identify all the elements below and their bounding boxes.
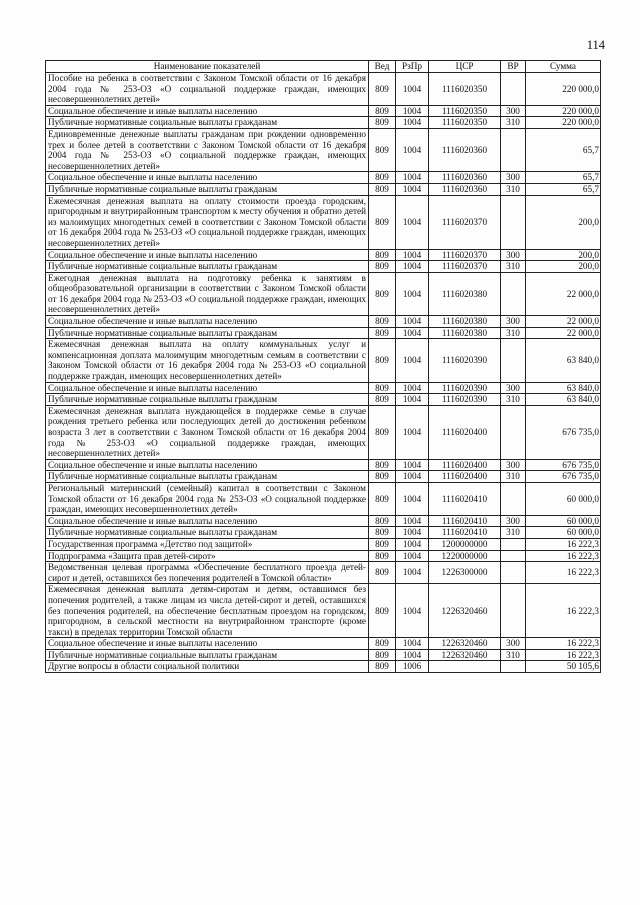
cell-vr: 300 <box>501 316 526 328</box>
cell-name: Ежемесячная денежная выплата нуждающейся в поддержке семье в случае рождения третьего ребенка или последующих детей до достижения ребенком возраста 3 лет в соответствии с Законом Томской области от 16 декабря 2004 года № 253-ОЗ «О социальной поддержке граждан, имеющих несовершеннолетних детей» <box>46 405 369 459</box>
cell-csr: 1116020370 <box>429 249 501 261</box>
cell-csr: 1116020360 <box>429 128 501 171</box>
cell-ved: 809 <box>369 649 396 661</box>
cell-ved: 809 <box>369 327 396 339</box>
table-row <box>46 527 601 539</box>
cell-vr: 310 <box>501 649 526 661</box>
cell-ved: 809 <box>369 527 396 539</box>
table-row <box>46 584 601 638</box>
table-row <box>46 649 601 661</box>
cell-rzpr: 1004 <box>396 471 429 483</box>
header-name: Наименование показателей <box>46 61 369 73</box>
cell-rzpr: 1004 <box>396 459 429 471</box>
cell-vr <box>501 128 526 171</box>
cell-rzpr: 1004 <box>396 172 429 184</box>
cell-ved: 809 <box>369 73 396 106</box>
cell-rzpr: 1004 <box>396 261 429 273</box>
table-row <box>46 382 601 394</box>
table-row <box>46 172 601 184</box>
cell-ved: 809 <box>369 382 396 394</box>
cell-name: Публичные нормативные социальные выплаты гражданам <box>46 261 369 273</box>
cell-csr: 1116020360 <box>429 183 501 195</box>
cell-name: Публичные нормативные социальные выплаты гражданам <box>46 117 369 129</box>
cell-sum: 676 735,0 <box>526 405 601 459</box>
cell-vr <box>501 272 526 315</box>
page-number: 114 <box>586 38 605 52</box>
cell-vr <box>501 550 526 562</box>
cell-sum: 676 735,0 <box>526 459 601 471</box>
cell-rzpr: 1004 <box>396 272 429 315</box>
header-ved: Вед <box>369 61 396 73</box>
cell-sum: 16 222,3 <box>526 562 601 584</box>
cell-csr: 1116020380 <box>429 327 501 339</box>
cell-name: Социальное обеспечение и иные выплаты населению <box>46 459 369 471</box>
cell-ved: 809 <box>369 272 396 315</box>
table-row <box>46 562 601 584</box>
cell-csr: 1226320460 <box>429 638 501 650</box>
cell-csr: 1226320460 <box>429 649 501 661</box>
header-csr: ЦСР <box>429 61 501 73</box>
cell-rzpr: 1004 <box>396 128 429 171</box>
cell-vr: 310 <box>501 327 526 339</box>
cell-vr <box>501 405 526 459</box>
cell-sum: 50 105,6 <box>526 661 601 673</box>
cell-ved: 809 <box>369 249 396 261</box>
cell-sum: 16 222,3 <box>526 538 601 550</box>
cell-csr: 1116020390 <box>429 339 501 382</box>
cell-name: Единовременные денежные выплаты гражданам при рождении одновременно трех и более детей в соответствии с Законом Томской области от 16 декабря 2004 года № 253-ОЗ «О социальной поддержке граждан, имеющих несовершеннолетних детей» <box>46 128 369 171</box>
cell-ved: 809 <box>369 183 396 195</box>
cell-rzpr: 1004 <box>396 327 429 339</box>
cell-rzpr: 1004 <box>396 339 429 382</box>
cell-csr: 1116020380 <box>429 272 501 315</box>
table-row <box>46 339 601 382</box>
cell-rzpr: 1004 <box>396 195 429 249</box>
cell-vr <box>501 538 526 550</box>
cell-name: Другие вопросы в области социальной политики <box>46 661 369 673</box>
budget-table <box>45 60 601 673</box>
cell-sum: 16 222,3 <box>526 638 601 650</box>
cell-name: Социальное обеспечение и иные выплаты населению <box>46 105 369 117</box>
cell-ved: 809 <box>369 459 396 471</box>
table-row <box>46 538 601 550</box>
cell-rzpr: 1004 <box>396 117 429 129</box>
cell-csr: 1116020370 <box>429 195 501 249</box>
cell-rzpr: 1004 <box>396 183 429 195</box>
cell-vr: 310 <box>501 261 526 273</box>
cell-name: Ведомственная целевая программа «Обеспечение бесплатного проезда детей-сирот и детей, оставшихся без попечения родителей в Томской области» <box>46 562 369 584</box>
cell-ved: 809 <box>369 105 396 117</box>
table-row <box>46 394 601 406</box>
table-row <box>46 117 601 129</box>
cell-rzpr: 1004 <box>396 105 429 117</box>
cell-ved: 809 <box>369 562 396 584</box>
cell-csr: 1116020410 <box>429 527 501 539</box>
cell-rzpr: 1006 <box>396 661 429 673</box>
cell-sum: 60 000,0 <box>526 527 601 539</box>
cell-name: Подпрограмма «Защита прав детей-сирот» <box>46 550 369 562</box>
cell-ved: 809 <box>369 128 396 171</box>
cell-ved: 809 <box>369 471 396 483</box>
cell-name: Социальное обеспечение и иные выплаты населению <box>46 382 369 394</box>
cell-sum: 200,0 <box>526 261 601 273</box>
cell-rzpr: 1004 <box>396 73 429 106</box>
cell-rzpr: 1004 <box>396 482 429 515</box>
cell-vr <box>501 661 526 673</box>
cell-name: Публичные нормативные социальные выплаты гражданам <box>46 471 369 483</box>
cell-rzpr: 1004 <box>396 382 429 394</box>
table-row <box>46 316 601 328</box>
table-row <box>46 550 601 562</box>
cell-name: Пособие на ребенка в соответствии с Законом Томской области от 16 декабря 2004 года № 253-ОЗ «О социальной поддержке граждан, имеющих несовершеннолетних детей» <box>46 73 369 106</box>
cell-rzpr: 1004 <box>396 316 429 328</box>
cell-ved: 809 <box>369 117 396 129</box>
cell-vr: 310 <box>501 183 526 195</box>
cell-ved: 809 <box>369 261 396 273</box>
table-row <box>46 405 601 459</box>
cell-sum: 220 000,0 <box>526 117 601 129</box>
table-row <box>46 128 601 171</box>
cell-vr: 300 <box>501 515 526 527</box>
cell-csr: 1116020400 <box>429 459 501 471</box>
cell-sum: 220 000,0 <box>526 73 601 106</box>
table-row <box>46 327 601 339</box>
cell-vr: 300 <box>501 105 526 117</box>
cell-name: Ежегодная денежная выплата на подготовку ребенка к занятиям в общеобразовательной организации в соответствии с Законом Томской области от 16 декабря 2004 года № 253-ОЗ «О социальной поддержке граждан, имеющих несовершеннолетних детей» <box>46 272 369 315</box>
cell-vr <box>501 339 526 382</box>
cell-vr: 300 <box>501 459 526 471</box>
cell-ved: 809 <box>369 339 396 382</box>
cell-rzpr: 1004 <box>396 249 429 261</box>
cell-csr: 1116020370 <box>429 261 501 273</box>
cell-csr <box>429 661 501 673</box>
header-sum: Сумма <box>526 61 601 73</box>
cell-ved: 809 <box>369 405 396 459</box>
cell-ved: 809 <box>369 172 396 184</box>
cell-ved: 809 <box>369 394 396 406</box>
cell-rzpr: 1004 <box>396 584 429 638</box>
cell-vr <box>501 482 526 515</box>
cell-sum: 200,0 <box>526 195 601 249</box>
cell-rzpr: 1004 <box>396 550 429 562</box>
cell-ved: 809 <box>369 538 396 550</box>
cell-rzpr: 1004 <box>396 649 429 661</box>
cell-name: Социальное обеспечение и иные выплаты населению <box>46 638 369 650</box>
cell-name: Региональный материнский (семейный) капитал в соответствии с Законом Томской области от 16 декабря 2004 года № 253-ОЗ «О социальной поддержке граждан, имеющих несовершеннолетних детей» <box>46 482 369 515</box>
table-row <box>46 261 601 273</box>
cell-vr <box>501 584 526 638</box>
cell-sum: 65,7 <box>526 172 601 184</box>
cell-csr: 1220000000 <box>429 550 501 562</box>
cell-name: Социальное обеспечение и иные выплаты населению <box>46 515 369 527</box>
cell-vr: 310 <box>501 471 526 483</box>
cell-vr <box>501 73 526 106</box>
cell-name: Социальное обеспечение и иные выплаты населению <box>46 316 369 328</box>
cell-csr: 1226300000 <box>429 562 501 584</box>
cell-vr <box>501 195 526 249</box>
cell-csr: 1116020350 <box>429 117 501 129</box>
cell-sum: 22 000,0 <box>526 316 601 328</box>
table-row <box>46 249 601 261</box>
cell-sum: 63 840,0 <box>526 339 601 382</box>
cell-vr: 300 <box>501 249 526 261</box>
cell-ved: 809 <box>369 195 396 249</box>
cell-rzpr: 1004 <box>396 515 429 527</box>
cell-rzpr: 1004 <box>396 405 429 459</box>
cell-sum: 65,7 <box>526 128 601 171</box>
cell-ved: 809 <box>369 638 396 650</box>
cell-rzpr: 1004 <box>396 562 429 584</box>
cell-sum: 63 840,0 <box>526 382 601 394</box>
cell-sum: 22 000,0 <box>526 272 601 315</box>
table-row <box>46 638 601 650</box>
cell-name: Государственная программа «Детство под защитой» <box>46 538 369 550</box>
table-header-row <box>46 61 601 73</box>
cell-rzpr: 1004 <box>396 538 429 550</box>
cell-sum: 676 735,0 <box>526 471 601 483</box>
cell-rzpr: 1004 <box>396 527 429 539</box>
table-row <box>46 272 601 315</box>
cell-csr: 1116020350 <box>429 105 501 117</box>
cell-vr: 310 <box>501 394 526 406</box>
table-row <box>46 105 601 117</box>
cell-sum: 220 000,0 <box>526 105 601 117</box>
cell-name: Ежемесячная денежная выплата детям-сиротам и детям, оставшимся без попечения родителей, а также лицам из числа детей-сирот и детей, оставшихся без попечения родителей, на обеспечение бесплатным проездом на городском, пригородном, в сельской местности на внутрирайонном транспорте (кроме такси) в пределах территории Томской области <box>46 584 369 638</box>
cell-sum: 16 222,3 <box>526 550 601 562</box>
header-rzpr: РзПр <box>396 61 429 73</box>
cell-vr: 310 <box>501 117 526 129</box>
cell-csr: 1116020410 <box>429 515 501 527</box>
cell-ved: 809 <box>369 584 396 638</box>
cell-name: Социальное обеспечение и иные выплаты населению <box>46 249 369 261</box>
cell-rzpr: 1004 <box>396 638 429 650</box>
cell-vr: 310 <box>501 527 526 539</box>
cell-csr: 1200000000 <box>429 538 501 550</box>
table-row <box>46 471 601 483</box>
cell-name: Ежемесячная денежная выплата на оплату стоимости проезда городским, пригородным и внутрирайонным транспортом к месту обучения и обратно детей из малоимущих многодетных семей в соответствии с Законом Томской области от 16 декабря 2004 года № 253-ОЗ «О социальной поддержке граждан, имеющих несовершеннолетних детей» <box>46 195 369 249</box>
cell-sum: 65,7 <box>526 183 601 195</box>
cell-name: Социальное обеспечение и иные выплаты населению <box>46 172 369 184</box>
cell-name: Публичные нормативные социальные выплаты гражданам <box>46 183 369 195</box>
cell-sum: 200,0 <box>526 249 601 261</box>
cell-csr: 1116020360 <box>429 172 501 184</box>
cell-sum: 16 222,3 <box>526 584 601 638</box>
table-row <box>46 459 601 471</box>
cell-csr: 1116020400 <box>429 405 501 459</box>
table-row <box>46 482 601 515</box>
cell-name: Ежемесячная денежная выплата на оплату коммунальных услуг и компенсационная доплата малоимущим многодетным семьям в соответствии с Законом Томской области от 16 декабря 2004 года № 253-ОЗ «О социальной поддержке граждан, имеющих несовершеннолетних детей» <box>46 339 369 382</box>
cell-ved: 809 <box>369 550 396 562</box>
table-row <box>46 73 601 106</box>
cell-sum: 60 000,0 <box>526 515 601 527</box>
table-row <box>46 515 601 527</box>
cell-ved: 809 <box>369 482 396 515</box>
cell-name: Публичные нормативные социальные выплаты гражданам <box>46 527 369 539</box>
cell-sum: 22 000,0 <box>526 327 601 339</box>
table-row <box>46 661 601 673</box>
cell-vr: 300 <box>501 638 526 650</box>
table-row <box>46 183 601 195</box>
cell-ved: 809 <box>369 515 396 527</box>
cell-vr <box>501 562 526 584</box>
cell-csr: 1116020390 <box>429 382 501 394</box>
cell-csr: 1116020390 <box>429 394 501 406</box>
cell-sum: 16 222,3 <box>526 649 601 661</box>
cell-sum: 60 000,0 <box>526 482 601 515</box>
cell-ved: 809 <box>369 661 396 673</box>
cell-csr: 1116020400 <box>429 471 501 483</box>
cell-sum: 63 840,0 <box>526 394 601 406</box>
cell-csr: 1116020410 <box>429 482 501 515</box>
cell-name: Публичные нормативные социальные выплаты гражданам <box>46 649 369 661</box>
cell-csr: 1116020380 <box>429 316 501 328</box>
table-row <box>46 195 601 249</box>
cell-name: Публичные нормативные социальные выплаты гражданам <box>46 394 369 406</box>
cell-rzpr: 1004 <box>396 394 429 406</box>
cell-vr: 300 <box>501 172 526 184</box>
cell-ved: 809 <box>369 316 396 328</box>
header-vr: ВР <box>501 61 526 73</box>
cell-vr: 300 <box>501 382 526 394</box>
table-body <box>46 73 601 673</box>
cell-name: Публичные нормативные социальные выплаты гражданам <box>46 327 369 339</box>
cell-csr: 1116020350 <box>429 73 501 106</box>
cell-csr: 1226320460 <box>429 584 501 638</box>
